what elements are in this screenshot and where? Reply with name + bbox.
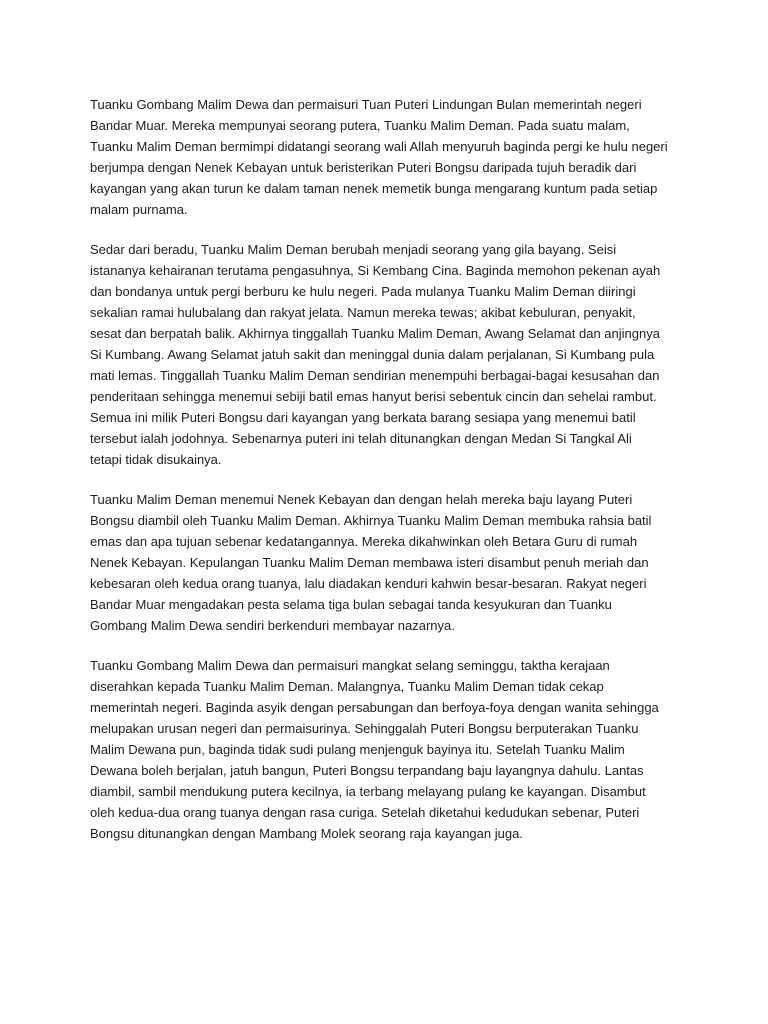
text-line: Tuanku Malim Deman menemui Nenek Kebayan dan dengan helah mereka baju layang Puteri xyxy=(90,492,633,507)
paragraph-2 xyxy=(90,239,686,470)
text-line: Bongsu ditunangkan dengan Mambang Molek seorang raja kayangan juga. xyxy=(90,826,523,841)
text-line: tersebut ialah jodohnya. Sebenarnya puteri ini telah ditunangkan dengan Medan Si Tangkal Ali xyxy=(90,431,632,446)
text-line: tetapi tidak disukainya. xyxy=(90,452,222,467)
text-line: dan bondanya untuk pergi berburu ke hulu negeri. Pada mulanya Tuanku Malim Deman diiringi xyxy=(90,284,636,299)
text-line: Tuanku Gombang Malim Dewa dan permaisuri mangkat selang seminggu, taktha kerajaan xyxy=(90,658,610,673)
document-body xyxy=(90,94,686,863)
text-line: memerintah negeri. Baginda asyik dengan persabungan dan berfoya-foya dengan wanita sehingga xyxy=(90,700,659,715)
text-line: malam purnama. xyxy=(90,202,188,217)
text-line: Bandar Muar. Mereka mempunyai seorang putera, Tuanku Malim Deman. Pada suatu malam, xyxy=(90,118,630,133)
text-line: Tuanku Malim Deman bermimpi didatangi seorang wali Allah menyuruh baginda pergi ke hulu negeri xyxy=(90,139,668,154)
text-line: sekalian ramai hulubalang dan rakyat jelata. Namun mereka tewas; akibat kebuluran, penyakit, xyxy=(90,305,636,320)
text-line: Gombang Malim Dewa sendiri berkenduri membayar nazarnya. xyxy=(90,618,455,633)
text-line: Dewana boleh berjalan, jatuh bangun, Puteri Bongsu terpandang baju layangnya dahulu. Lantas xyxy=(90,763,644,778)
text-line: melupakan urusan negeri dan permaisurinya. Sehinggalah Puteri Bongsu berputerakan Tuanku xyxy=(90,721,639,736)
text-line: istananya kehairanan terutama pengasuhnya, Si Kembang Cina. Baginda memohon pekenan ayah xyxy=(90,263,661,278)
text-line: Nenek Kebayan. Kepulangan Tuanku Malim Deman membawa isteri disambut penuh meriah dan xyxy=(90,555,649,570)
text-line: mati lemas. Tinggallah Tuanku Malim Deman sendirian menempuhi berbagai-bagai kesusahan dan xyxy=(90,368,660,383)
text-line: Si Kumbang. Awang Selamat jatuh sakit dan meninggal dunia dalam perjalanan, Si Kumbang pula xyxy=(90,347,655,362)
text-line: penderitaan sehingga menemui sebiji batil emas hanyut berisi sebentuk cincin dan sehelai rambut. xyxy=(90,389,657,404)
text-line: Bandar Muar mengadakan pesta selama tiga bulan sebagai tanda kesyukuran dan Tuanku xyxy=(90,597,612,612)
text-line: diserahkan kepada Tuanku Malim Deman. Malangnya, Tuanku Malim Deman tidak cekap xyxy=(90,679,604,694)
text-line: Semua ini milik Puteri Bongsu dari kayangan yang berkata barang sesiapa yang menemui batil xyxy=(90,410,636,425)
text-line: diambil, sambil mendukung putera kecilnya, ia terbang melayang pulang ke kayangan. Disambut xyxy=(90,784,646,799)
paragraph-4 xyxy=(90,655,686,844)
text-line: Bongsu diambil oleh Tuanku Malim Deman. Akhirnya Tuanku Malim Deman membuka rahsia batil xyxy=(90,513,652,528)
text-line: Malim Dewana pun, baginda tidak sudi pulang menjenguk bayinya itu. Setelah Tuanku Malim xyxy=(90,742,625,757)
text-line: Sedar dari beradu, Tuanku Malim Deman berubah menjadi seorang yang gila bayang. Seisi xyxy=(90,242,617,257)
text-line: emas dan apa tujuan sebenar kedatangannya. Mereka dikahwinkan oleh Betara Guru di rumah xyxy=(90,534,638,549)
text-line: Tuanku Gombang Malim Dewa dan permaisuri Tuan Puteri Lindungan Bulan memerintah negeri xyxy=(90,97,642,112)
text-line: kayangan yang akan turun ke dalam taman nenek memetik bunga mengarang kuntum pada setiap xyxy=(90,181,658,196)
text-line: berjumpa dengan Nenek Kebayan untuk beristerikan Puteri Bongsu daripada tujuh beradik dari xyxy=(90,160,637,175)
paragraph-1 xyxy=(90,94,686,220)
paragraph-3 xyxy=(90,489,686,636)
text-line: kebesaran oleh kedua orang tuanya, lalu diadakan kenduri kahwin besar-besaran. Rakyat negeri xyxy=(90,576,647,591)
text-line: sesat dan berpatah balik. Akhirnya tinggallah Tuanku Malim Deman, Awang Selamat dan anjingnya xyxy=(90,326,660,341)
text-line: oleh kedua-dua orang tuanya dengan rasa curiga. Setelah diketahui kedudukan sebenar, Puteri xyxy=(90,805,640,820)
